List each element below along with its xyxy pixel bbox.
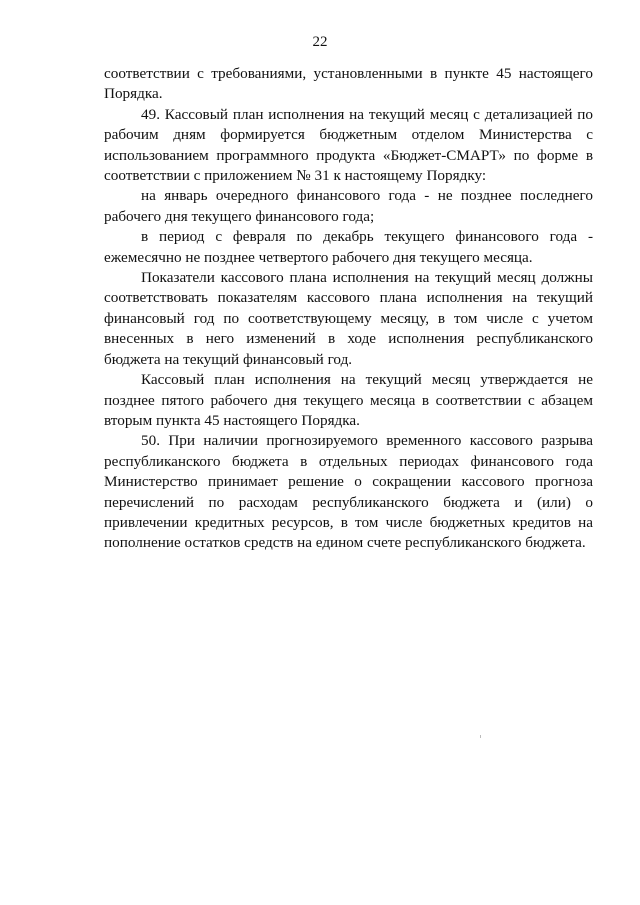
paragraph-indicators: Показатели кассового плана исполнения на текущий месяц должны соответствовать показателям кассового плана исполнения на текущий финансовый год по соответствующему месяцу, в том числе с учетом внесенных в него изменений в ходе исполнения республиканского бюджета на текущий финансовый год. — [104, 269, 593, 368]
paragraph-continuation: соответствии с требованиями, установленными в пункте 45 настоящего Порядка. — [104, 65, 593, 103]
page-number: 22 — [312, 34, 328, 50]
paragraph-approval: Кассовый план исполнения на текущий месяц утверждается не позднее пятого рабочего дня текущего месяца в соответствии с абзацем вторым пункта 45 настоящего Порядка. — [104, 371, 593, 429]
document-body — [104, 64, 593, 554]
scan-artifact — [480, 735, 481, 738]
paragraph-item-50: 50. При наличии прогнозируемого временного кассового разрыва республиканского бюджета в отдельных периодах финансового года Министерство принимает решение о сокращении кассового прогноза перечислений по расходам республиканского бюджета и (или) о привлечении кредитных ресурсов, в том числе бюджетных кредитов на пополнение остатков средств на едином счете республиканского бюджета. — [104, 432, 593, 552]
paragraph-january: на январь очередного финансового года - не позднее последнего рабочего дня текущего финансового года; — [104, 187, 593, 225]
paragraph-february-december: в период с февраля по декабрь текущего финансового года - ежемесячно не позднее четвертого рабочего дня текущего месяца. — [104, 228, 593, 266]
paragraph-item-49: 49. Кассовый план исполнения на текущий месяц с детализацией по рабочим дням формируется бюджетным отделом Министерства с использованием программного продукта «Бюджет-СМАРТ» по форме в соответствии с приложением № 31 к настоящему Порядку: — [104, 105, 593, 185]
